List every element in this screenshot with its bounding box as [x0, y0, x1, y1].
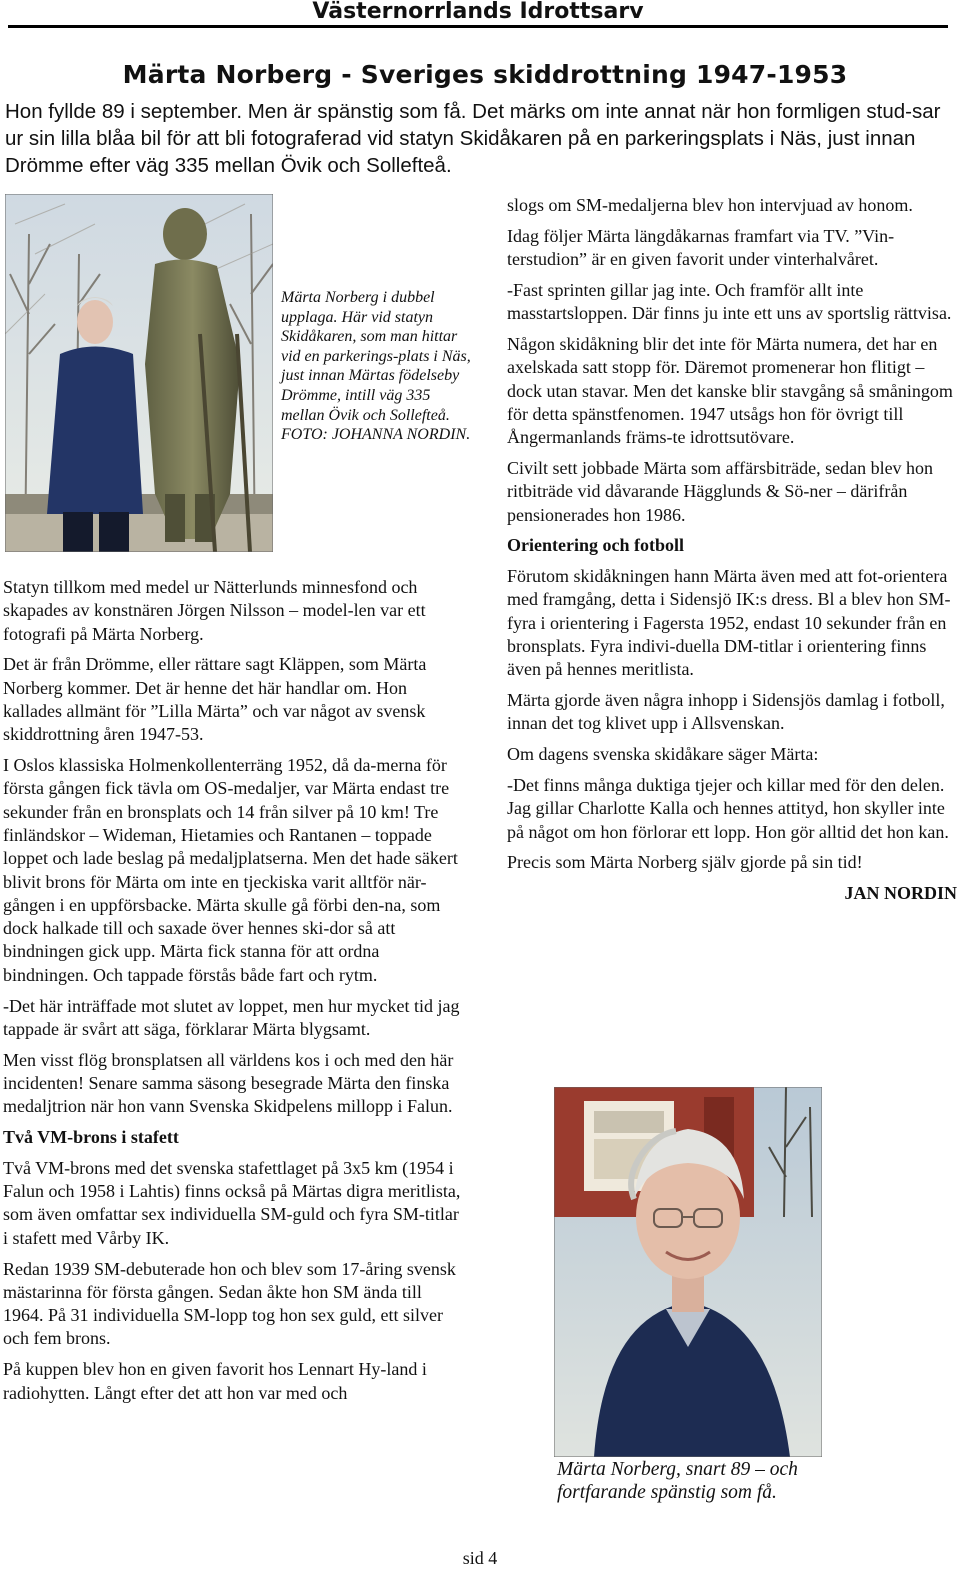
subheading-vm-brons: Två VM-brons i stafett [3, 1127, 179, 1148]
right-paragraph-5: Civilt sett jobbade Märta som affärsbiträde, sedan blev hon ritbiträde vid dåvarande Hägglunds & Sö-ner – därifrån pensionerades hon 1986. [507, 457, 934, 525]
masthead: Västernorrlands Idrottsarv [8, 0, 948, 28]
right-paragraph-2: Idag följer Märta längdåkarnas framfart via TV. ”Vin-terstudion” är en given favorit under vinterhalvåret. [507, 225, 895, 270]
right-paragraph-1: slogs om SM-medaljerna blev hon intervjuad av honom. [507, 195, 913, 215]
subheading-orientering: Orientering och fotboll [507, 535, 684, 556]
photo-portrait [554, 1087, 822, 1457]
left-paragraph-1: Statyn tillkom med medel ur Nätterlunds minnesfond och skapades av konstnären Jörgen Nilsson – model-len var ett fotografi på Märta Norberg. [3, 577, 426, 644]
left-paragraph-4: -Det här inträffade mot slutet av loppet, men hur mycket tid jag tappade är svårt att säga, förklarar Märta blygsamt. [3, 995, 460, 1039]
photo-statue-image [5, 194, 273, 552]
lead-text: Hon fyllde 89 i september. Men är spänstig som få. Det märks om inte annat när hon formligen stud-sar ur sin lilla blåa bil för att bli fotograferad vid statyn Skidåkaren på en parkeringsplats i Näs, just innan Drömme efter väg 335 mellan Övik och Sollefteå. [5, 100, 941, 177]
right-paragraph-7: Märta gjorde även några inhopp i Sidensjös damlag i fotboll, innan det tog klivet upp i Allsvenskan. [507, 690, 945, 734]
page-number: sid 4 [462, 1548, 498, 1568]
author-signature: JAN NORDIN [844, 883, 957, 904]
right-paragraph-8: Om dagens svenska skidåkare säger Märta: [507, 744, 819, 765]
left-column [3, 576, 463, 1412]
right-paragraph-4: Någon skidåkning blir det inte för Märta numera, det har en axelskada satt stopp för. Däremot promenerar hon flitigt – dock utan stavar. Men det kanske blir stavgång så småningom för detta spänstfenomen. 1947 utsågs hon för övrigt till Ångermanlands främs-te idrottsutövare. [507, 333, 953, 448]
right-paragraph-9: -Det finns många duktiga tjejer och killar med för den delen. Jag gillar Charlotte Kalla och hennes attityd, hon skyller inte på något om hon förlorar ett lopp. Hon gör alltid det hon kan. [507, 775, 949, 842]
right-paragraph-6: Förutom skidåkningen hann Märta även med att fot-orientera med framgång, detta i Sidensjö IK:s dress. Bl a blev hon SM-fyra i orientering i Fagersta 1952, endast 10 sekunder från en bronsplats. Fyra indivi-duella DM-titlar i orientering finns även på hennes meritlista. [507, 566, 951, 680]
lead-paragraph [5, 98, 955, 179]
left-paragraph-3: I Oslos klassiska Holmenkollenterräng 1952, då da-merna för första gången fick tävla om OS-medaljer, var Märta endast tre sekunder från en bronsplats och 14 från silver på 10 km! Tre finländskor – Wideman, Hietamies och Rantanen – toppade loppet och lade beslag på medaljplatserna. Men det hade säkert blivit brons för Märta om inte en tjeckiska varit alltför när-gången i en uppförsbacke. Märta skulle gå förbi den-na, som dock halkade till och saxade över hennes ski-dor så att bindningen gick upp. Märta fick stanna för att ordna bindningen. Och tappade förstås både fart och rytm. [3, 755, 458, 985]
photo-statue-caption: Märta Norberg i dubbel upplaga. Här vid statyn Skidåkaren, som man hittar vid en parkerings-plats i Näs, just innan Märtas födelseby Drömme, intill väg 335 mellan Övik och Sollefteå. FOTO: JOHANNA NORDIN. [281, 289, 471, 444]
left-paragraph-6: Två VM-brons med det svenska stafettlaget på 3x5 km (1954 i Falun och 1958 i Lahtis) finns också på Märtas digra meritlista, som även omfattar sex individuella SM-guld och fyra SM-titlar i stafett med Vårby IK. [3, 1157, 461, 1248]
left-paragraph-2: Det är från Drömme, eller rättare sagt Kläppen, som Märta Norberg kommer. Det är henne det här handlar om. Hon kallades allmänt för ”Lilla Märta” och var något av svensk skiddrottning åren 1947-53. [3, 654, 427, 745]
right-column [507, 194, 957, 913]
headline: Märta Norberg - Sveriges skiddrottning 1947-1953 [122, 60, 848, 89]
photo-portrait-image [554, 1087, 822, 1457]
right-paragraph-3: -Fast sprinten gillar jag inte. Och framför allt inte masstartsloppen. Där finns ju inte ett uns av sportslig rättvisa. [507, 279, 952, 324]
photo-statue [5, 194, 273, 552]
right-paragraph-10: Precis som Märta Norberg själv gjorde på sin tid! [507, 852, 863, 873]
photo-portrait-caption: Märta Norberg, snart 89 – och fortfarande spänstig som få. [557, 1459, 798, 1503]
left-paragraph-7: Redan 1939 SM-debuterade hon och blev som 17-åring svensk mästarinna för första gången. Sedan åkte hon SM ända till 1964. På 31 individuella SM-lopp tog hon sex guld, ett silver och fem brons. [3, 1258, 456, 1349]
left-paragraph-5: Men visst flög bronsplatsen all världens kos i och med den här incidenten! Senare samma säsong besegrade Märta den finska medaljtrion när hon vann Svenska Skidpelens millopp i Falun. [3, 1049, 454, 1117]
left-paragraph-8: På kuppen blev hon en given favorit hos Lennart Hy-land i radiohytten. Långt efter det att hon var med och [3, 1359, 427, 1403]
